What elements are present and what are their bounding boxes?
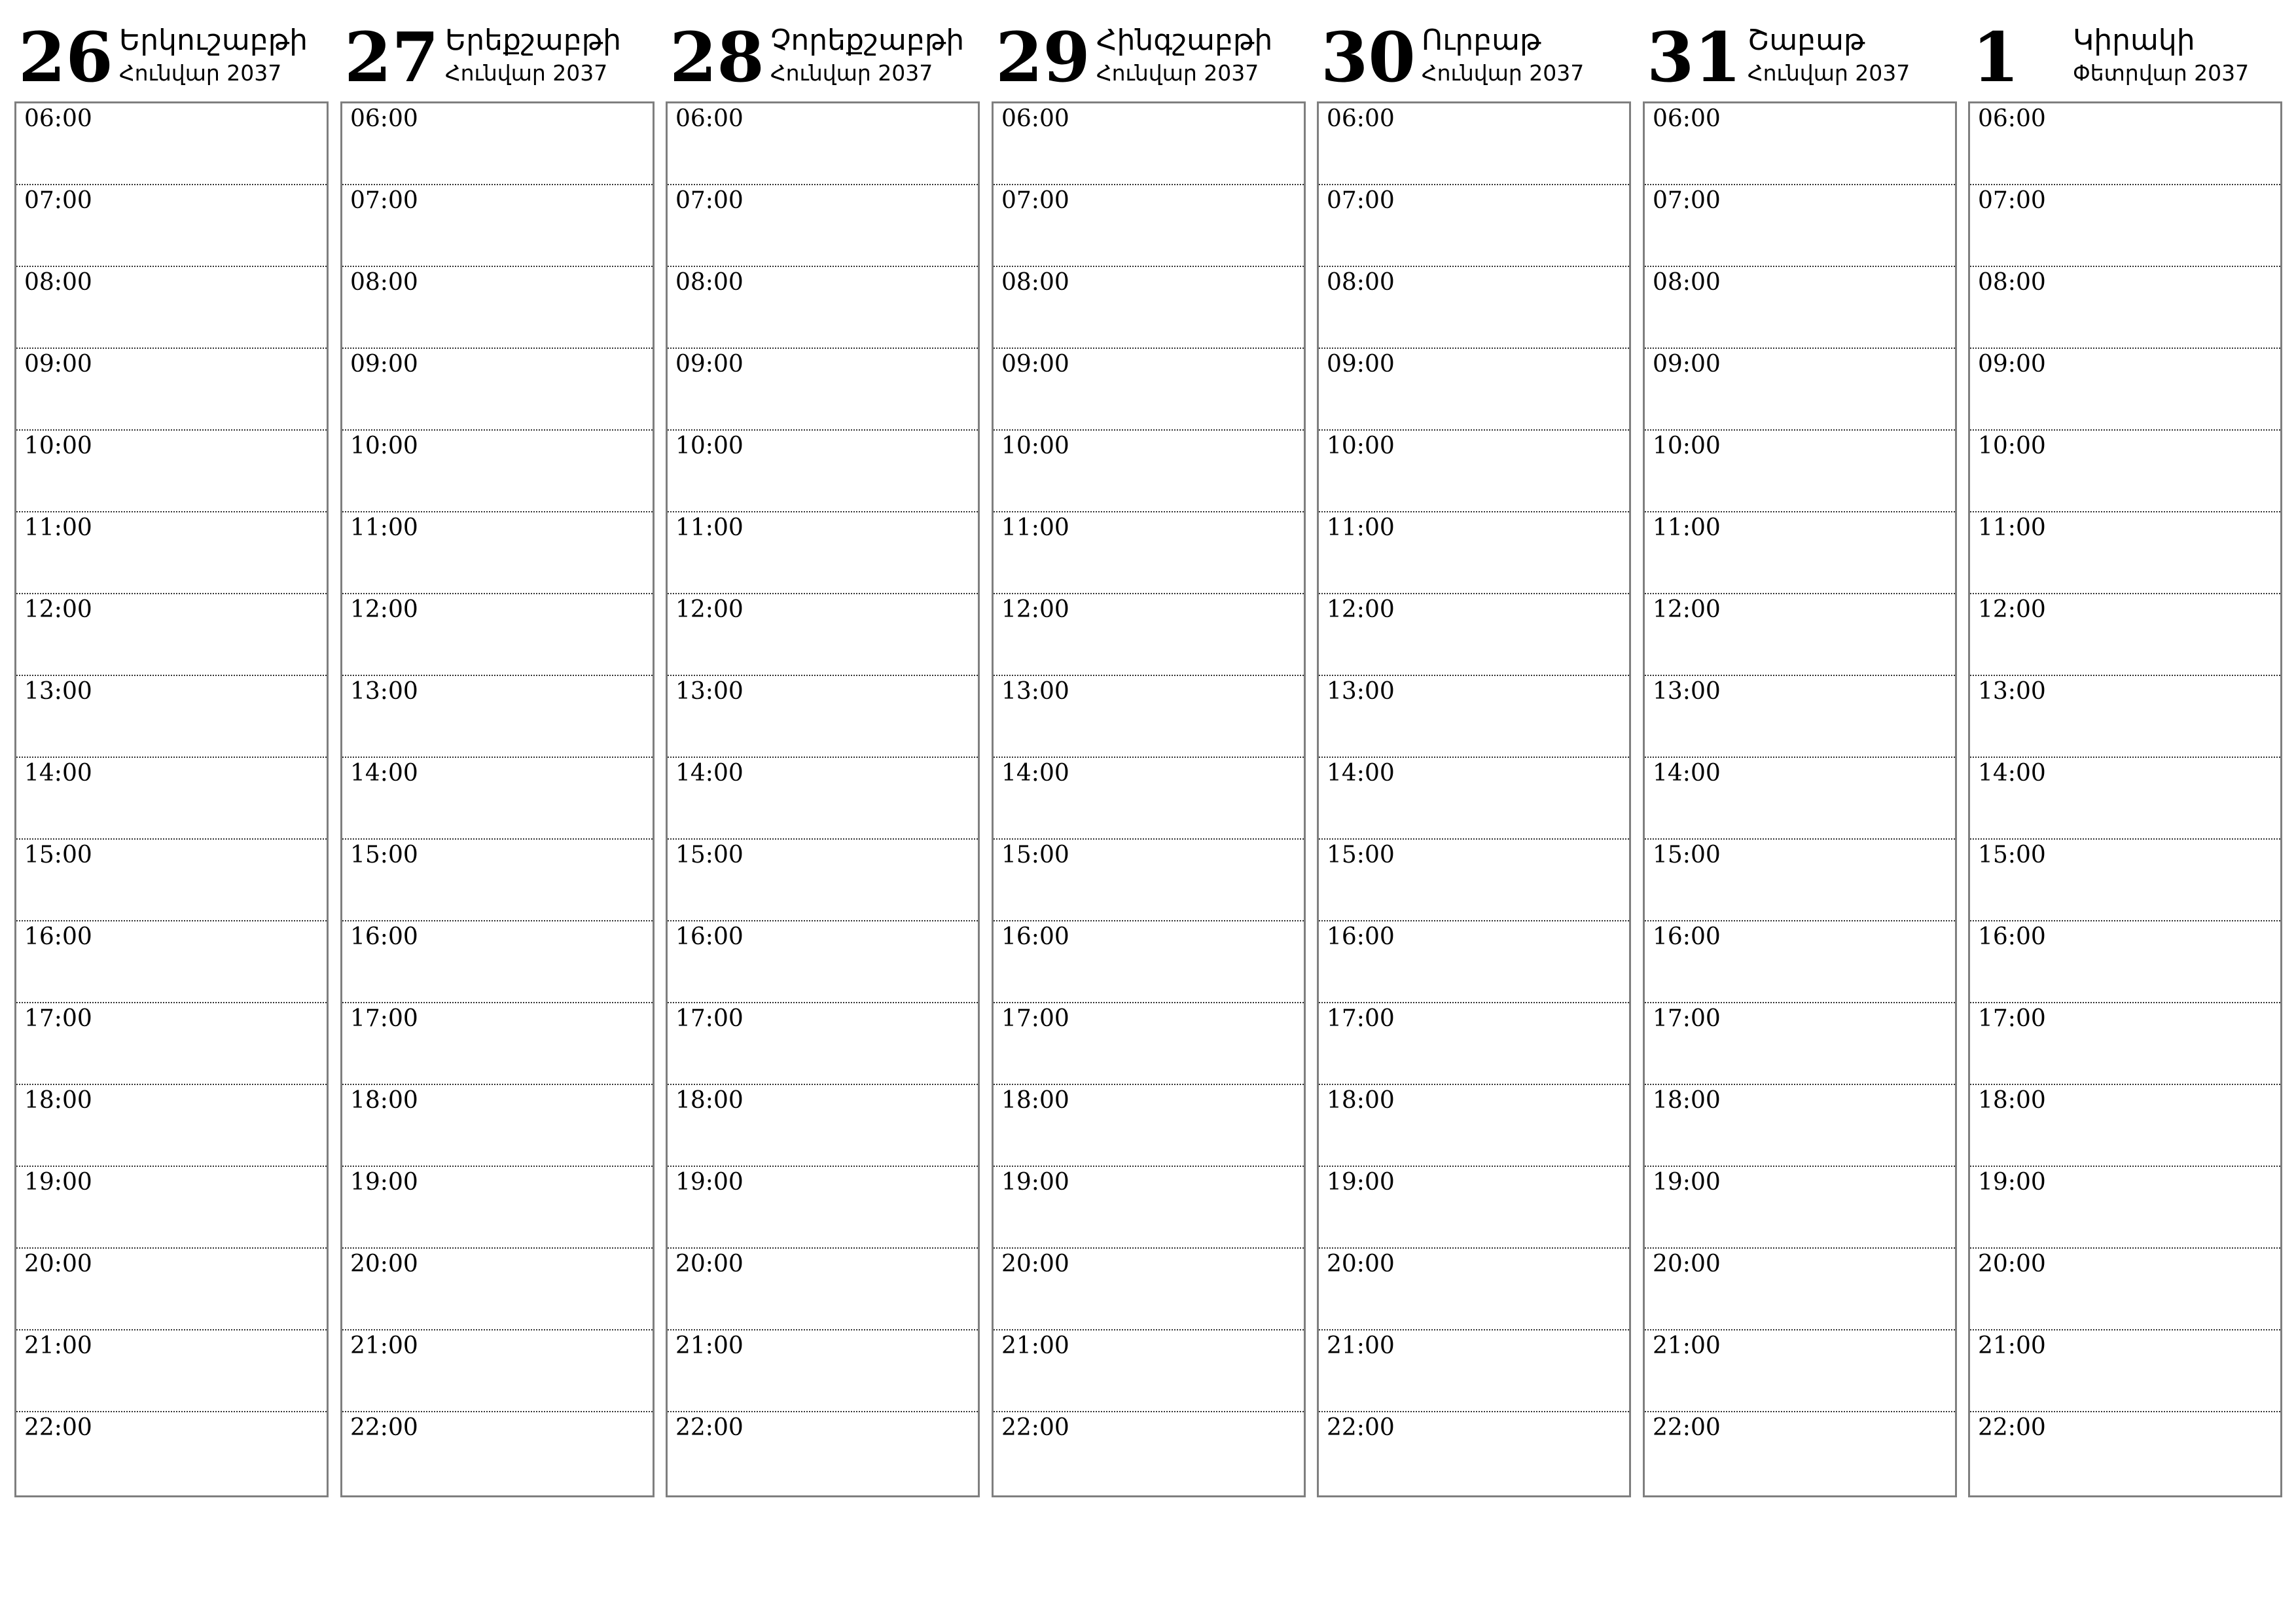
hour-slot[interactable]: [1319, 1167, 1629, 1249]
hour-slot[interactable]: [16, 267, 327, 349]
hour-label: 14:00: [675, 760, 744, 787]
hour-label: 15:00: [1653, 842, 1721, 868]
hour-slot[interactable]: [994, 1412, 1304, 1494]
hour-label: 11:00: [1978, 514, 2046, 541]
hour-slot[interactable]: [994, 758, 1304, 840]
hour-slot[interactable]: [16, 758, 327, 840]
hour-slot[interactable]: [16, 1003, 327, 1085]
hour-slot[interactable]: [1645, 512, 1955, 594]
hour-label: 20:00: [1653, 1251, 1721, 1277]
hour-label: 17:00: [1653, 1005, 1721, 1032]
day-header: [992, 17, 1304, 101]
hour-label: 09:00: [675, 351, 744, 378]
weekly-planner: [14, 17, 2288, 1497]
hour-slot[interactable]: [342, 1412, 653, 1494]
hour-slot[interactable]: [16, 594, 327, 676]
hour-slot[interactable]: [16, 1330, 327, 1412]
hour-label: 20:00: [350, 1251, 418, 1277]
hour-label: 20:00: [1327, 1251, 1395, 1277]
hour-label: 12:00: [24, 596, 92, 623]
weekday-label: Շաբաթ: [1748, 24, 1865, 57]
hour-label: 15:00: [1001, 842, 1069, 868]
hour-label: 14:00: [1327, 760, 1395, 787]
hour-label: 15:00: [1327, 842, 1395, 868]
hour-label: 09:00: [1327, 351, 1395, 378]
day-number: 1: [1972, 17, 2020, 98]
hour-label: 19:00: [1653, 1169, 1721, 1196]
hour-slot[interactable]: [1645, 921, 1955, 1003]
hour-slot[interactable]: [668, 921, 978, 1003]
day-column: [1317, 17, 1630, 1497]
weekday-label: Հինգշաբթի: [1096, 24, 1273, 57]
hour-label: 13:00: [1653, 678, 1721, 705]
hour-slot[interactable]: [1319, 1085, 1629, 1167]
hour-slot[interactable]: [342, 103, 653, 185]
day-column: [340, 17, 653, 1497]
hour-slot[interactable]: [668, 676, 978, 758]
hour-slot[interactable]: [994, 267, 1304, 349]
hour-slot[interactable]: [1319, 267, 1629, 349]
day-schedule-box: [1317, 101, 1631, 1497]
hour-slot[interactable]: [16, 349, 327, 431]
hour-slot[interactable]: [994, 185, 1304, 267]
hour-label: 17:00: [24, 1005, 92, 1032]
hour-label: 19:00: [1327, 1169, 1395, 1196]
hour-label: 13:00: [350, 678, 418, 705]
weekday-label: Կիրակի: [2073, 24, 2195, 57]
hour-label: 18:00: [24, 1087, 92, 1114]
hour-label: 06:00: [1001, 105, 1069, 132]
hour-label: 10:00: [24, 433, 92, 459]
hour-slot[interactable]: [1645, 594, 1955, 676]
hour-slot[interactable]: [668, 267, 978, 349]
hour-slot[interactable]: [668, 185, 978, 267]
hour-slot[interactable]: [1970, 103, 2280, 185]
hour-slot[interactable]: [1645, 1330, 1955, 1412]
hour-label: 21:00: [1653, 1332, 1721, 1359]
hour-label: 08:00: [1001, 269, 1069, 296]
hour-label: 22:00: [1978, 1414, 2046, 1441]
day-header: [1643, 17, 1956, 101]
hour-label: 07:00: [1653, 187, 1721, 214]
hour-slot[interactable]: [1645, 758, 1955, 840]
weekday-label: Երեքշաբթի: [445, 24, 622, 57]
weekday-label: Երկուշաբթի: [119, 24, 308, 57]
day-schedule-box: [666, 101, 980, 1497]
hour-slot[interactable]: [994, 349, 1304, 431]
hour-label: 21:00: [1978, 1332, 2046, 1359]
hour-slot[interactable]: [1319, 676, 1629, 758]
hour-slot[interactable]: [16, 1085, 327, 1167]
hour-label: 22:00: [24, 1414, 92, 1441]
hour-slot[interactable]: [1645, 103, 1955, 185]
day-column: [14, 17, 327, 1497]
hour-slot[interactable]: [1970, 1412, 2280, 1494]
day-header: [14, 17, 327, 101]
hour-slot[interactable]: [342, 1330, 653, 1412]
hour-slot[interactable]: [668, 1085, 978, 1167]
hour-slot[interactable]: [1319, 758, 1629, 840]
hour-label: 18:00: [1327, 1087, 1395, 1114]
hour-label: 13:00: [1001, 678, 1069, 705]
hour-label: 22:00: [1327, 1414, 1395, 1441]
month-year-label: Հունվար 2037: [445, 60, 608, 86]
hour-slot[interactable]: [1319, 431, 1629, 512]
hour-label: 12:00: [1978, 596, 2046, 623]
day-header: [1968, 17, 2281, 101]
hour-slot[interactable]: [1645, 676, 1955, 758]
hour-label: 20:00: [1978, 1251, 2046, 1277]
hour-label: 15:00: [24, 842, 92, 868]
hour-slot[interactable]: [1970, 1085, 2280, 1167]
hour-label: 10:00: [1001, 433, 1069, 459]
hour-slot[interactable]: [16, 431, 327, 512]
hour-label: 16:00: [1001, 923, 1069, 950]
hour-slot[interactable]: [668, 103, 978, 185]
hour-slot[interactable]: [668, 1330, 978, 1412]
hour-label: 13:00: [1327, 678, 1395, 705]
hour-slot[interactable]: [1645, 1412, 1955, 1494]
hour-slot[interactable]: [1319, 185, 1629, 267]
hour-label: 07:00: [350, 187, 418, 214]
hour-label: 16:00: [1327, 923, 1395, 950]
hour-label: 12:00: [350, 596, 418, 623]
hour-label: 07:00: [1978, 187, 2046, 214]
hour-slot[interactable]: [1645, 1249, 1955, 1330]
hour-slot[interactable]: [342, 431, 653, 512]
hour-slot[interactable]: [994, 1003, 1304, 1085]
hour-slot[interactable]: [342, 185, 653, 267]
month-year-label: Հունվար 2037: [770, 60, 933, 86]
hour-slot[interactable]: [342, 676, 653, 758]
hour-slot[interactable]: [1645, 1003, 1955, 1085]
hour-slot[interactable]: [16, 921, 327, 1003]
hour-slot[interactable]: [1970, 921, 2280, 1003]
hour-label: 21:00: [24, 1332, 92, 1359]
hour-slot[interactable]: [16, 103, 327, 185]
hour-label: 08:00: [1653, 269, 1721, 296]
hour-slot[interactable]: [1970, 758, 2280, 840]
hour-slot[interactable]: [1319, 1412, 1629, 1494]
hour-label: 11:00: [24, 514, 92, 541]
hour-label: 11:00: [1327, 514, 1395, 541]
hour-slot[interactable]: [342, 349, 653, 431]
hour-slot[interactable]: [994, 921, 1304, 1003]
hour-slot[interactable]: [994, 676, 1304, 758]
hour-slot[interactable]: [1970, 185, 2280, 267]
hour-slot[interactable]: [994, 1167, 1304, 1249]
hour-slot[interactable]: [1645, 1167, 1955, 1249]
hour-slot[interactable]: [342, 594, 653, 676]
day-header: [340, 17, 653, 101]
hour-label: 18:00: [1978, 1087, 2046, 1114]
hour-label: 10:00: [350, 433, 418, 459]
day-number: 30: [1321, 17, 1416, 98]
hour-label: 06:00: [1653, 105, 1721, 132]
hour-label: 14:00: [350, 760, 418, 787]
hour-slot[interactable]: [1645, 349, 1955, 431]
hour-slot[interactable]: [1645, 840, 1955, 921]
hour-label: 07:00: [675, 187, 744, 214]
weekday-label: Ուրբաթ: [1422, 24, 1541, 57]
hour-label: 17:00: [675, 1005, 744, 1032]
hour-slot[interactable]: [1319, 512, 1629, 594]
hour-slot[interactable]: [342, 267, 653, 349]
hour-label: 17:00: [1327, 1005, 1395, 1032]
hour-label: 19:00: [1001, 1169, 1069, 1196]
hour-slot[interactable]: [1319, 349, 1629, 431]
day-number: 28: [670, 17, 764, 98]
day-schedule-box: [14, 101, 329, 1497]
hour-label: 06:00: [1327, 105, 1395, 132]
day-header: [1317, 17, 1630, 101]
hour-label: 10:00: [1653, 433, 1721, 459]
hour-slot[interactable]: [342, 1003, 653, 1085]
hour-label: 22:00: [350, 1414, 418, 1441]
hour-slot[interactable]: [994, 512, 1304, 594]
hour-slot[interactable]: [994, 431, 1304, 512]
hour-slot[interactable]: [16, 512, 327, 594]
day-schedule-box: [340, 101, 655, 1497]
hour-label: 20:00: [675, 1251, 744, 1277]
hour-slot[interactable]: [16, 840, 327, 921]
hour-label: 13:00: [24, 678, 92, 705]
day-number: 26: [18, 17, 113, 98]
hour-label: 06:00: [350, 105, 418, 132]
hour-slot[interactable]: [1970, 349, 2280, 431]
hour-label: 13:00: [1978, 678, 2046, 705]
hour-slot[interactable]: [1970, 1003, 2280, 1085]
hour-label: 14:00: [1978, 760, 2046, 787]
hour-slot[interactable]: [994, 1249, 1304, 1330]
month-year-label: Հունվար 2037: [1422, 60, 1585, 86]
hour-label: 19:00: [350, 1169, 418, 1196]
hour-label: 18:00: [675, 1087, 744, 1114]
hour-label: 14:00: [1001, 760, 1069, 787]
hour-slot[interactable]: [342, 1167, 653, 1249]
hour-label: 09:00: [1978, 351, 2046, 378]
hour-label: 09:00: [350, 351, 418, 378]
hour-label: 06:00: [24, 105, 92, 132]
hour-slot[interactable]: [342, 1249, 653, 1330]
hour-label: 09:00: [1001, 351, 1069, 378]
hour-slot[interactable]: [1970, 512, 2280, 594]
day-schedule-box: [1968, 101, 2282, 1497]
day-column: [992, 17, 1304, 1497]
day-column: [666, 17, 978, 1497]
hour-label: 07:00: [1327, 187, 1395, 214]
hour-slot[interactable]: [994, 1330, 1304, 1412]
hour-label: 10:00: [675, 433, 744, 459]
hour-slot[interactable]: [1970, 676, 2280, 758]
hour-slot[interactable]: [668, 840, 978, 921]
hour-slot[interactable]: [16, 676, 327, 758]
hour-label: 10:00: [1978, 433, 2046, 459]
hour-slot[interactable]: [668, 594, 978, 676]
day-number: 27: [344, 17, 439, 98]
day-column: [1968, 17, 2281, 1497]
hour-slot[interactable]: [668, 1167, 978, 1249]
hour-slot[interactable]: [1970, 267, 2280, 349]
hour-slot[interactable]: [342, 758, 653, 840]
day-column: [1643, 17, 1956, 1497]
hour-slot[interactable]: [342, 921, 653, 1003]
hour-label: 14:00: [24, 760, 92, 787]
hour-slot[interactable]: [1645, 185, 1955, 267]
hour-slot[interactable]: [668, 1249, 978, 1330]
hour-label: 19:00: [675, 1169, 744, 1196]
hour-label: 16:00: [1978, 923, 2046, 950]
hour-slot[interactable]: [16, 1167, 327, 1249]
day-header: [666, 17, 978, 101]
hour-slot[interactable]: [1319, 1249, 1629, 1330]
hour-slot[interactable]: [342, 512, 653, 594]
hour-label: 21:00: [1001, 1332, 1069, 1359]
hour-label: 21:00: [350, 1332, 418, 1359]
hour-label: 10:00: [1327, 433, 1395, 459]
hour-label: 11:00: [1001, 514, 1069, 541]
hour-slot[interactable]: [1970, 840, 2280, 921]
hour-slot[interactable]: [1645, 1085, 1955, 1167]
hour-slot[interactable]: [668, 1003, 978, 1085]
hour-slot[interactable]: [342, 840, 653, 921]
hour-label: 14:00: [1653, 760, 1721, 787]
hour-label: 11:00: [675, 514, 744, 541]
hour-slot[interactable]: [668, 349, 978, 431]
month-year-label: Հունվար 2037: [1096, 60, 1259, 86]
hour-slot[interactable]: [994, 594, 1304, 676]
hour-label: 18:00: [1001, 1087, 1069, 1114]
hour-label: 16:00: [675, 923, 744, 950]
hour-label: 06:00: [1978, 105, 2046, 132]
weekday-label: Չորեքշաբթի: [770, 24, 965, 57]
day-schedule-box: [992, 101, 1306, 1497]
hour-label: 11:00: [1653, 514, 1721, 541]
hour-slot[interactable]: [16, 185, 327, 267]
hour-label: 07:00: [24, 187, 92, 214]
hour-slot[interactable]: [1319, 1003, 1629, 1085]
hour-slot[interactable]: [1970, 1167, 2280, 1249]
hour-label: 22:00: [1653, 1414, 1721, 1441]
month-year-label: Փետրվար 2037: [2073, 60, 2250, 86]
hour-label: 08:00: [24, 269, 92, 296]
day-number: 31: [1647, 17, 1742, 98]
hour-slot[interactable]: [1319, 103, 1629, 185]
hour-label: 19:00: [24, 1169, 92, 1196]
hour-slot[interactable]: [668, 431, 978, 512]
hour-label: 09:00: [24, 351, 92, 378]
hour-label: 13:00: [675, 678, 744, 705]
hour-label: 07:00: [1001, 187, 1069, 214]
hour-slot[interactable]: [1319, 840, 1629, 921]
hour-label: 17:00: [350, 1005, 418, 1032]
hour-slot[interactable]: [16, 1412, 327, 1494]
hour-label: 12:00: [1327, 596, 1395, 623]
hour-slot[interactable]: [1970, 1330, 2280, 1412]
hour-slot[interactable]: [1645, 431, 1955, 512]
hour-label: 22:00: [675, 1414, 744, 1441]
hour-label: 21:00: [675, 1332, 744, 1359]
hour-slot[interactable]: [1970, 1249, 2280, 1330]
hour-slot[interactable]: [1319, 921, 1629, 1003]
hour-slot[interactable]: [342, 1085, 653, 1167]
hour-label: 22:00: [1001, 1414, 1069, 1441]
day-schedule-box: [1643, 101, 1957, 1497]
hour-label: 16:00: [24, 923, 92, 950]
hour-label: 08:00: [1327, 269, 1395, 296]
hour-label: 18:00: [1653, 1087, 1721, 1114]
hour-label: 20:00: [1001, 1251, 1069, 1277]
hour-label: 17:00: [1978, 1005, 2046, 1032]
hour-label: 15:00: [350, 842, 418, 868]
hour-label: 08:00: [675, 269, 744, 296]
hour-label: 17:00: [1001, 1005, 1069, 1032]
hour-slot[interactable]: [994, 840, 1304, 921]
hour-label: 09:00: [1653, 351, 1721, 378]
hour-slot[interactable]: [994, 103, 1304, 185]
hour-slot[interactable]: [994, 1085, 1304, 1167]
hour-label: 12:00: [1653, 596, 1721, 623]
hour-label: 11:00: [350, 514, 418, 541]
hour-label: 20:00: [24, 1251, 92, 1277]
hour-label: 21:00: [1327, 1332, 1395, 1359]
hour-label: 15:00: [1978, 842, 2046, 868]
hour-label: 15:00: [675, 842, 744, 868]
hour-label: 12:00: [1001, 596, 1069, 623]
hour-label: 08:00: [350, 269, 418, 296]
hour-label: 12:00: [675, 596, 744, 623]
month-year-label: Հունվար 2037: [119, 60, 282, 86]
hour-label: 19:00: [1978, 1169, 2046, 1196]
hour-slot[interactable]: [1319, 594, 1629, 676]
hour-slot[interactable]: [668, 1412, 978, 1494]
hour-slot[interactable]: [668, 758, 978, 840]
month-year-label: Հունվար 2037: [1748, 60, 1910, 86]
hour-label: 16:00: [350, 923, 418, 950]
hour-label: 18:00: [350, 1087, 418, 1114]
hour-slot[interactable]: [1970, 431, 2280, 512]
hour-slot[interactable]: [1319, 1330, 1629, 1412]
hour-slot[interactable]: [1970, 594, 2280, 676]
hour-label: 06:00: [675, 105, 744, 132]
hour-slot[interactable]: [668, 512, 978, 594]
hour-slot[interactable]: [1645, 267, 1955, 349]
hour-slot[interactable]: [16, 1249, 327, 1330]
hour-label: 08:00: [1978, 269, 2046, 296]
day-number: 29: [996, 17, 1090, 98]
hour-label: 16:00: [1653, 923, 1721, 950]
